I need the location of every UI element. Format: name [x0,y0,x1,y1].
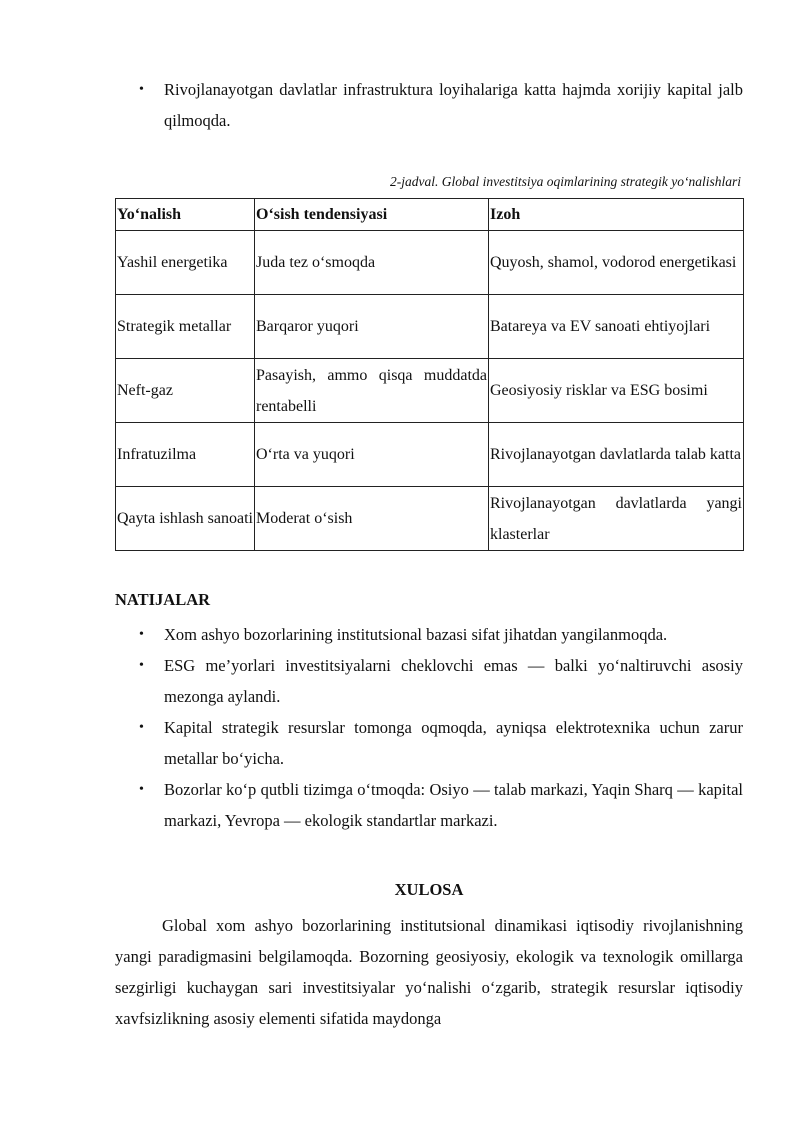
table-cell: Yashil energetika [116,231,255,295]
bullet-text: Rivojlanayotgan davlatlar infrastruktura loyihalariga katta hajmda xorijiy kapital jalb qilmoqda. [164,80,743,130]
table-row [116,231,744,295]
table-row [116,359,744,423]
table-cell: O‘rta va yuqori [255,423,489,487]
table-cell: Infratuzilma [116,423,255,487]
table-caption: 2-jadval. Global investitsiya oqimlarining strategik yo‘nalishlari [390,174,741,189]
conclusion-paragraph: Global xom ashyo bozorlarining institutsional dinamikasi iqtisodiy rivojlanishning yangi paradigmasini belgilamoqda. Bozorning geosiyosiy, ekologik va texnologik omillarga sezgirligi kuchaygan sari investitsiyalar yo‘nalishi o‘zgarib, strategik resurslar iqtisodiy xavfsizlikning asosiy elementi sifatida maydonga [115,916,743,1028]
intro-bullet-block [115,74,743,136]
list-item [115,650,743,712]
bullet-icon: • [139,82,144,97]
table-cell: Batareya va EV sanoati ehtiyojlari [489,295,744,359]
intro-bullet-list [115,74,743,136]
table-cell: Juda tez o‘smoqda [255,231,489,295]
bullet-text: Xom ashyo bozorlarining institutsional bazasi sifat jihatdan yangilanmoqda. [164,625,668,644]
list-item [115,619,743,650]
table-cell: Moderat o‘sish [255,487,489,551]
column-header: O‘sish tendensiyasi [255,199,489,231]
list-item [115,712,743,774]
table-row [116,487,744,551]
table-cell: Pasayish, ammo qisqa muddatda rentabelli [255,359,489,423]
bullet-text: ESG me’yorlari investitsiyalarni cheklovchi emas — balki yo‘naltiruvchi asosiy mezonga aylandi. [164,656,743,706]
table-cell: Neft-gaz [116,359,255,423]
column-header: Yo‘nalish [116,199,255,231]
bullet-text: Kapital strategik resurslar tomonga oqmoqda, ayniqsa elektrotexnika uchun zarur metallar bo‘yicha. [164,718,743,768]
table-cell: Barqaror yuqori [255,295,489,359]
bullet-text: Bozorlar ko‘p qutbli tizimga o‘tmoqda: Osiyo — talab markazi, Yaqin Sharq — kapital markazi, Yevropa — ekologik standartlar markazi. [164,780,743,830]
bullet-icon: • [139,720,144,735]
results-heading: NATIJALAR [115,590,211,609]
table-cell: Qayta ishlash sanoati [116,487,255,551]
bullet-icon: • [139,627,144,642]
data-table [115,198,744,551]
table-cell: Strategik metallar [116,295,255,359]
list-item [115,774,743,836]
list-item [115,74,743,136]
table-header-row [116,199,744,231]
table-cell: Quyosh, shamol, vodorod energetikasi [489,231,744,295]
table-cell: Rivojlanayotgan davlatlarda yangi klasterlar [489,487,744,551]
results-bullet-list [115,619,743,836]
table-cell: Geosiyosiy risklar va ESG bosimi [489,359,744,423]
bullet-icon: • [139,658,144,673]
table-cell: Rivojlanayotgan davlatlarda talab katta [489,423,744,487]
bullet-icon: • [139,782,144,797]
conclusion-heading: XULOSA [394,880,464,899]
column-header: Izoh [489,199,744,231]
table-row [116,423,744,487]
results-bullet-block [115,619,743,836]
table-row [116,295,744,359]
